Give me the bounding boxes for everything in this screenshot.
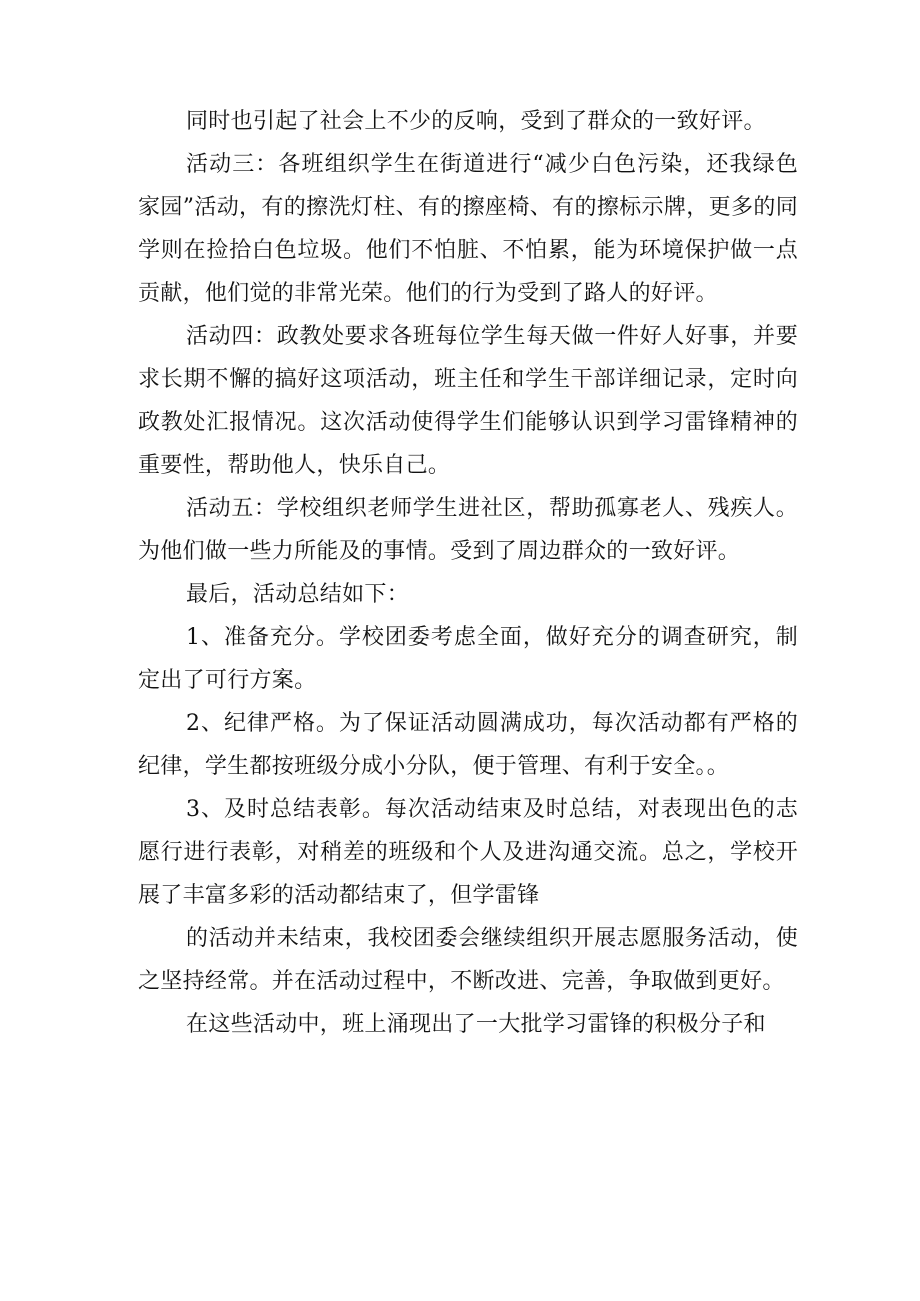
paragraph-4: 活动五：学校组织老师学生进社区，帮助孤寡老人、残疾人。为他们做一些力所能及的事情。受到了周边群众的一致好评。 bbox=[138, 496, 798, 564]
paragraph-2: 活动三：各班组织学生在街道进行“减少白色污染，还我绿色家园”活动，有的擦洗灯柱、有的擦座椅、有的擦标示牌，更多的同学则在捡拾白色垃圾。他们不怕脏、不怕累，能为环境保护做一点贡献，他们觉的非常光荣。他们的行为受到了路人的好评。 bbox=[138, 152, 798, 306]
paragraph-3: 活动四：政教处要求各班每位学生每天做一件好人好事，并要求长期不懈的搞好这项活动，班主任和学生干部详细记录，定时向政教处汇报情况。这次活动使得学生们能够认识到学习雷锋精神的重要性，帮助他人，快乐自己。 bbox=[138, 324, 798, 478]
paragraph-9: 的活动并未结束，我校团委会继续组织开展志愿服务活动，使之坚持经常。并在活动过程中，不断改进、完善，争取做到更好。 bbox=[138, 926, 798, 994]
paragraph-7: 2、纪律严格。为了保证活动圆满成功，每次活动都有严格的纪律，学生都按班级分成小分队，便于管理、有利于安全。。 bbox=[138, 711, 798, 779]
paragraph-6: 1、准备充分。学校团委考虑全面，做好充分的调查研究，制定出了可行方案。 bbox=[138, 625, 798, 693]
paragraph-8: 3、及时总结表彰。每次活动结束及时总结，对表现出色的志愿行进行表彰，对稍差的班级和个人及进沟通交流。总之，学校开展了丰富多彩的活动都结束了，但学雷锋 bbox=[138, 797, 798, 908]
paragraph-5: 最后，活动总结如下： bbox=[186, 582, 410, 607]
document-body bbox=[138, 100, 798, 1046]
paragraph-1: 同时也引起了社会上不少的反响，受到了群众的一致好评。 bbox=[186, 109, 766, 134]
paragraph-10: 在这些活动中，班上涌现出了一大批学习雷锋的积极分子和 bbox=[186, 1012, 766, 1037]
